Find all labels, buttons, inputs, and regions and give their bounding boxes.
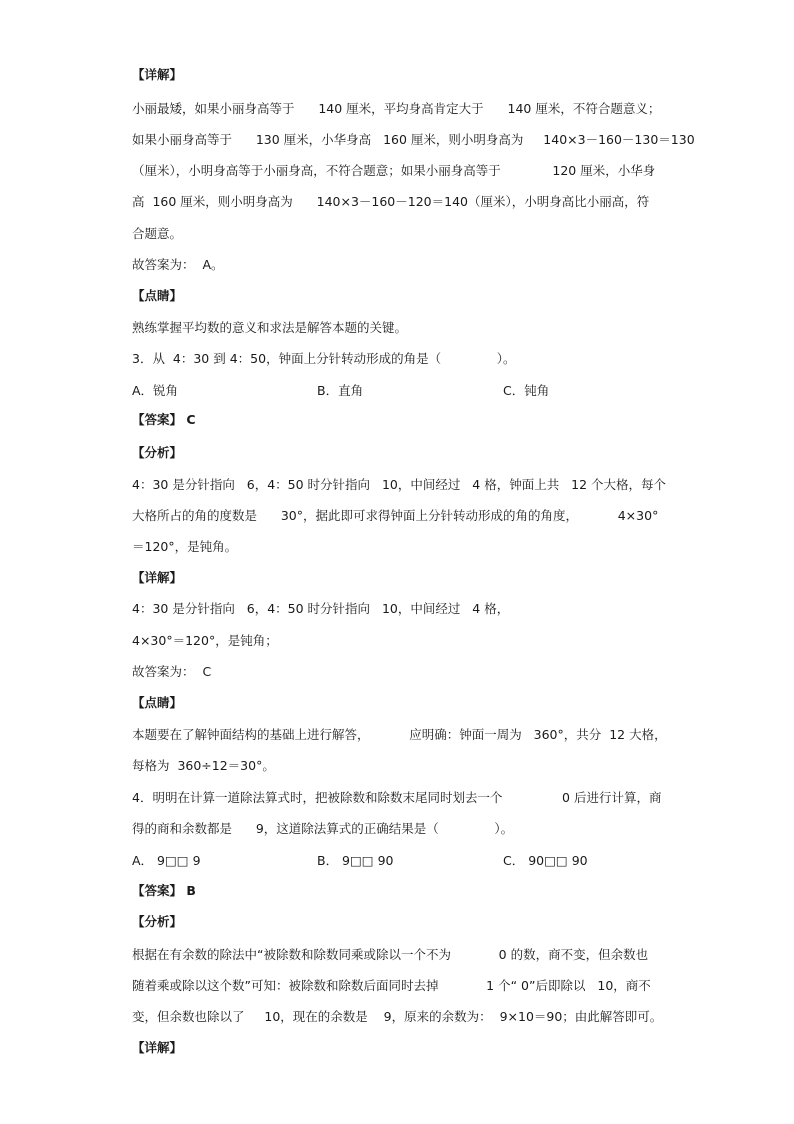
point-line: 本题要在了解钟面结构的基础上进行解答， 应明确：钟面一周为 360°，共分 12 大格， [132,727,667,742]
detail-line: （厘米），小明身高等于小丽身高，不符合题意；如果小丽身高等于 120 厘米，小华身 [132,163,656,178]
question-4-option-c: C． 90□□ 90 [503,853,588,868]
question-4-option-a: A． 9□□ 9 [132,853,201,868]
question-3-stem: 3．从 4：30 到 4：50，钟面上分针转动形成的角是（ ）。 [132,351,516,366]
question-4-detail-heading: 【详解】 [132,1040,183,1055]
analysis-line: 4：30 是分针指向 6，4：50 时分针指向 10，中间经过 4 格，钟面上共 12 个大格，每个 [132,477,667,492]
question-3-option-b: B．直角 [317,383,364,398]
analysis-line: 大格所占的角的度数是 30°，据此即可求得钟面上分针转动形成的角的角度， 4×30° [132,508,659,523]
detail-line: 如果小丽身高等于 130 厘米，小华身高 160 厘米，则小明身高为 140×3－160－130＝130 [132,132,695,147]
question-3-option-a: A．锐角 [132,383,179,398]
question-4-option-b: B． 9□□ 90 [317,853,394,868]
point-text: 熟练掌握平均数的意义和求法是解答本题的关键。 [132,320,408,335]
analysis-line: 变，但余数也除以了 10，现在的余数是 9，原来的余数为： 9×10＝90；由此解答即可。 [132,1009,663,1024]
point-heading-1: 【点睛】 [132,288,183,303]
detail-line: 小丽最矮，如果小丽身高等于 140 厘米，平均身高肯定大于 140 厘米，不符合题意义； [132,101,661,116]
question-4-analysis-heading: 【分析】 [132,914,183,929]
detail-line: 4×30°＝120°，是钝角； [132,633,278,648]
question-3-point-heading: 【点睛】 [132,695,183,710]
analysis-line: 随着乘或除以这个数”可知：被除数和除数后面同时去掉 1 个“ 0”后即除以 10，商不 [132,978,651,993]
answer-line: 故答案为： C [132,664,212,679]
detail-heading-1: 【详解】 [132,67,183,82]
question-4-stem: 得的商和余数都是 9，这道除法算式的正确结果是（ ）。 [132,821,514,836]
detail-line: 合题意。 [132,226,183,241]
question-3-detail-heading: 【详解】 [132,570,183,585]
point-line: 每格为 360÷12＝30°。 [132,758,275,773]
detail-line: 4：30 是分针指向 6，4：50 时分针指向 10，中间经过 4 格， [132,601,510,616]
question-3-option-c: C．钝角 [503,383,550,398]
analysis-line: 根据在有余数的除法中“被除数和除数同乘或除以一个不为 0 的数，商不变，但余数也 [132,947,649,962]
analysis-line: ＝120°，是钝角。 [132,539,238,554]
question-4-answer: 【答案】 B [132,883,196,898]
question-3-answer: 【答案】 C [132,412,196,427]
question-3-analysis-heading: 【分析】 [132,445,183,460]
answer-line: 故答案为： A。 [132,257,224,272]
question-4-stem: 4．明明在计算一道除法算式时，把被除数和除数末尾同时划去一个 0 后进行计算，商 [132,790,662,805]
detail-line: 高 160 厘米，则小明身高为 140×3－160－120＝140（厘米），小明身高比小丽高，符 [132,194,650,209]
